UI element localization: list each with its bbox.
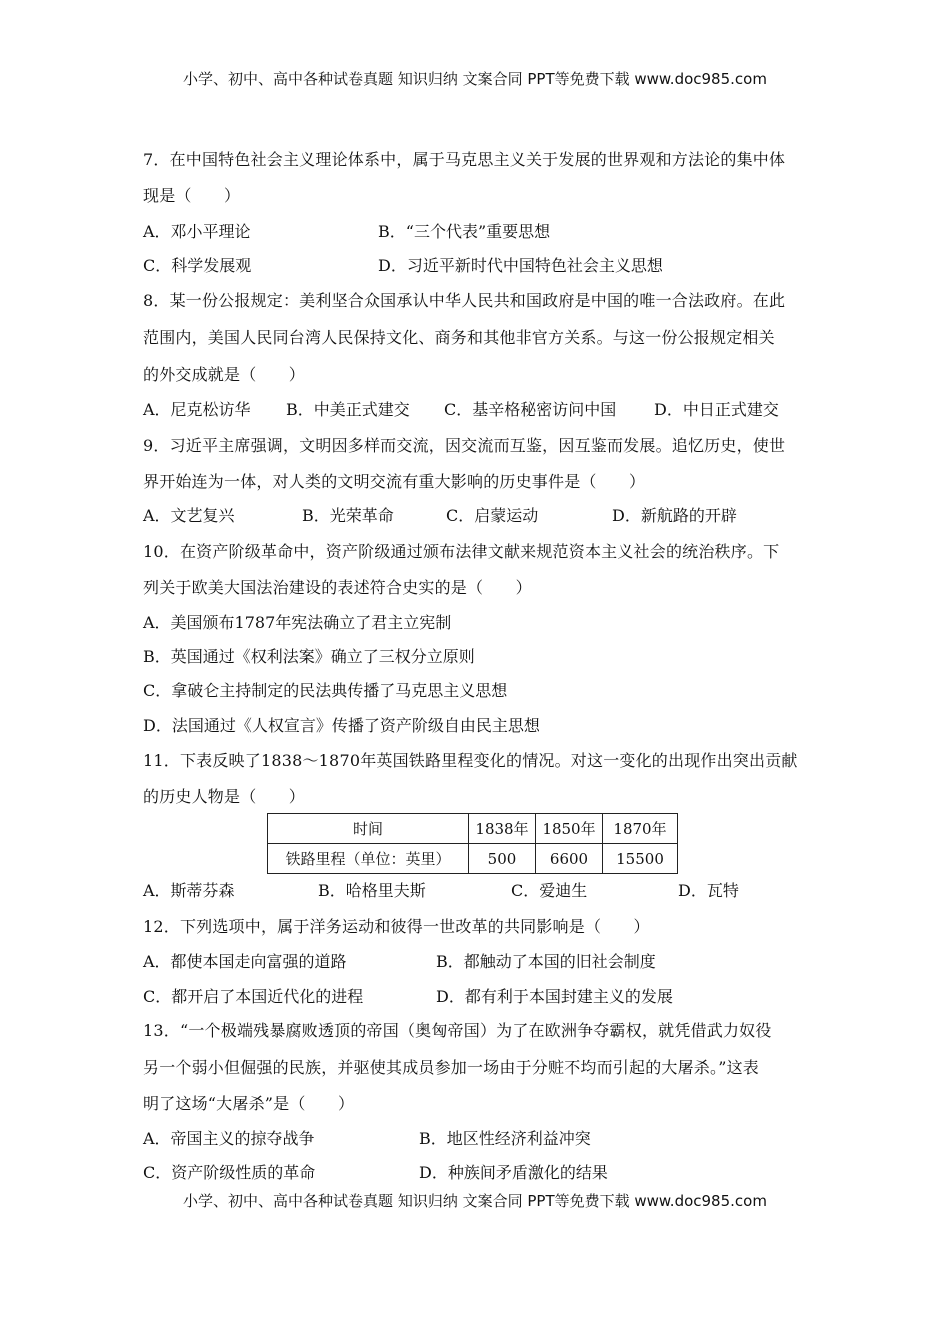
question-7-line-1: 7．在中国特色社会主义理论体系中，属于马克思主义关于发展的世界观和方法论的集中体 xyxy=(143,150,786,169)
table-row xyxy=(268,844,678,874)
table-cell: 1850年 xyxy=(536,814,603,844)
page-header: 小学、初中、高中各种试卷真题 知识归纳 文案合同 PPT等免费下载 www.doc985.com xyxy=(183,70,767,88)
question-11-line-2: 的历史人物是（ ） xyxy=(143,787,306,806)
q9-option-b: B．光荣革命 xyxy=(302,506,394,525)
table-cell: 1838年 xyxy=(469,814,536,844)
q13-option-b: B．地区性经济利益冲突 xyxy=(419,1129,591,1148)
question-11-line-1: 11．下表反映了1838～1870年英国铁路里程变化的情况。对这一变化的出现作出突出贡献 xyxy=(143,751,798,770)
q10-option-a: A．美国颁布1787年宪法确立了君主立宪制 xyxy=(143,613,452,632)
q11-option-a: A．斯蒂芬森 xyxy=(143,881,235,900)
page-footer: 小学、初中、高中各种试卷真题 知识归纳 文案合同 PPT等免费下载 www.doc985.com xyxy=(183,1192,767,1210)
railway-mileage-table xyxy=(267,813,678,874)
question-12-line-1: 12．下列选项中，属于洋务运动和彼得一世改革的共同影响是（ ） xyxy=(143,917,650,936)
q13-option-a: A．帝国主义的掠夺战争 xyxy=(143,1129,315,1148)
question-7-line-2: 现是（ ） xyxy=(143,186,241,205)
table-cell: 500 xyxy=(469,844,536,874)
question-9-line-1: 9．习近平主席强调，文明因多样而交流，因交流而互鉴，因互鉴而发展。追忆历史，使世 xyxy=(143,436,786,455)
question-9-line-2: 界开始连为一体，对人类的文明交流有重大影响的历史事件是（ ） xyxy=(143,472,646,491)
question-10-line-2: 列关于欧美大国法治建设的表述符合史实的是（ ） xyxy=(143,578,532,597)
table-cell: 1870年 xyxy=(603,814,678,844)
question-13-line-2: 另一个弱小但倔强的民族，并驱使其成员参加一场由于分赃不均而引起的大屠杀。”这表 xyxy=(143,1058,759,1077)
q12-option-a: A．都使本国走向富强的道路 xyxy=(143,952,347,971)
q13-option-d: D．种族间矛盾激化的结果 xyxy=(419,1163,608,1182)
q11-option-c: C．爱迪生 xyxy=(511,881,588,900)
q8-option-d: D．中日正式建交 xyxy=(654,400,779,419)
table-header-row xyxy=(268,814,678,844)
q7-option-b: B．“三个代表”重要思想 xyxy=(378,222,551,241)
question-8-line-1: 8．某一份公报规定：美利坚合众国承认中华人民共和国政府是中国的唯一合法政府。在此 xyxy=(143,291,786,310)
q12-option-d: D．都有利于本国封建主义的发展 xyxy=(436,987,673,1006)
table-cell: 15500 xyxy=(603,844,678,874)
q10-option-d: D．法国通过《人权宣言》传播了资产阶级自由民主思想 xyxy=(143,716,540,735)
q8-option-c: C．基辛格秘密访问中国 xyxy=(444,400,617,419)
q9-option-c: C．启蒙运动 xyxy=(446,506,539,525)
q10-option-c: C．拿破仑主持制定的民法典传播了马克思主义思想 xyxy=(143,681,508,700)
q9-option-d: D．新航路的开辟 xyxy=(612,506,737,525)
q11-option-d: D．瓦特 xyxy=(678,881,739,900)
q10-option-b: B．英国通过《权利法案》确立了三权分立原则 xyxy=(143,647,475,666)
question-10-line-1: 10．在资产阶级革命中，资产阶级通过颁布法律文献来规范资本主义社会的统治秩序。下 xyxy=(143,542,780,561)
q8-option-b: B．中美正式建交 xyxy=(286,400,410,419)
table-cell: 铁路里程（单位：英里） xyxy=(268,844,469,874)
q9-option-a: A．文艺复兴 xyxy=(143,506,235,525)
q12-option-b: B．都触动了本国的旧社会制度 xyxy=(436,952,656,971)
q8-option-a: A．尼克松访华 xyxy=(143,400,251,419)
table-cell: 6600 xyxy=(536,844,603,874)
q11-option-b: B．哈格里夫斯 xyxy=(318,881,426,900)
question-8-line-2: 范围内，美国人民同台湾人民保持文化、商务和其他非官方关系。与这一份公报规定相关 xyxy=(143,328,775,347)
q7-option-d: D．习近平新时代中国特色社会主义思想 xyxy=(378,256,663,275)
question-13-line-1: 13．“一个极端残暴腐败透顶的帝国（奥匈帝国）为了在欧洲争夺霸权，就凭借武力奴役 xyxy=(143,1021,772,1040)
q12-option-c: C．都开启了本国近代化的进程 xyxy=(143,987,364,1006)
q13-option-c: C．资产阶级性质的革命 xyxy=(143,1163,316,1182)
table-cell: 时间 xyxy=(268,814,469,844)
question-8-line-3: 的外交成就是（ ） xyxy=(143,365,306,384)
q7-option-c: C．科学发展观 xyxy=(143,256,252,275)
question-13-line-3: 明了这场“大屠杀”是（ ） xyxy=(143,1094,355,1113)
q7-option-a: A．邓小平理论 xyxy=(143,222,251,241)
